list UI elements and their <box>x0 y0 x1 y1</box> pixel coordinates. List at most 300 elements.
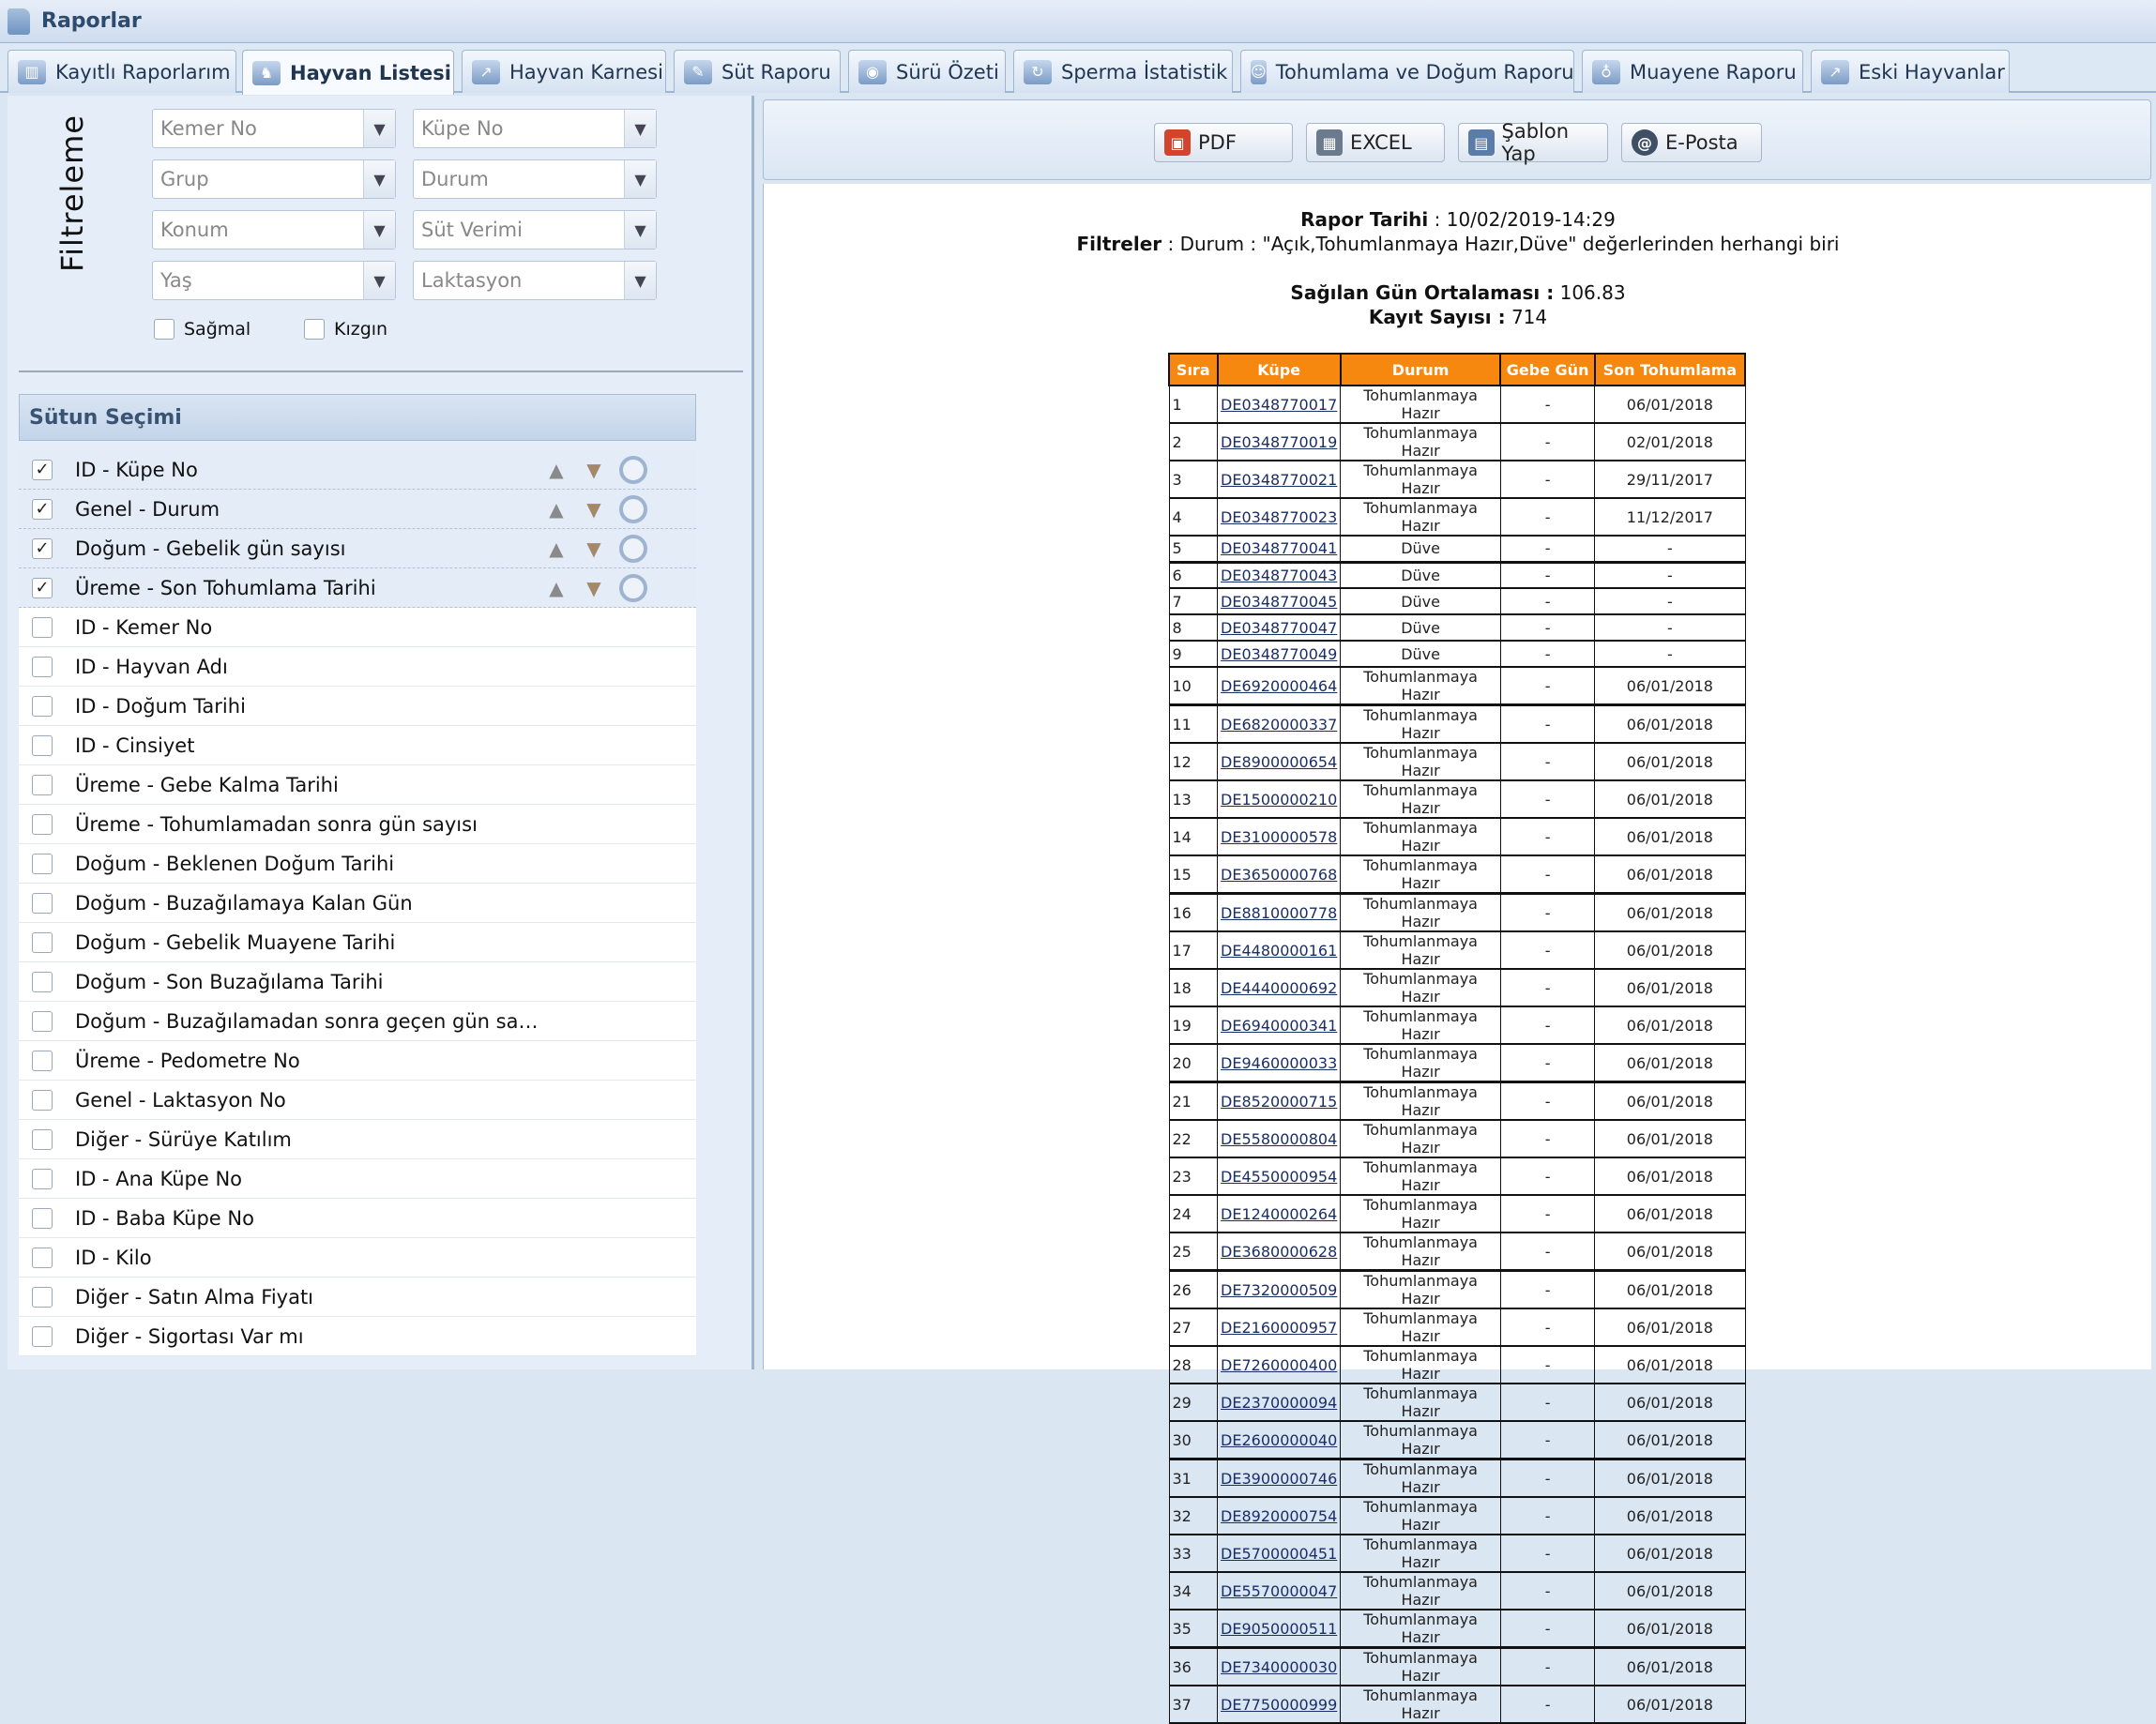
chevron-down-icon[interactable]: ▼ <box>624 110 656 147</box>
column-option[interactable] <box>19 450 696 490</box>
table-cell-ear-tag-link[interactable]: DE2160000957 <box>1218 1308 1341 1346</box>
column-option[interactable] <box>19 805 696 844</box>
table-cell-index: 13 <box>1169 780 1218 818</box>
column-option[interactable] <box>19 529 696 568</box>
table-cell-ear-tag-link[interactable]: DE0348770023 <box>1218 498 1341 536</box>
table-cell-status: Tohumlanmaya Hazır <box>1341 1195 1501 1233</box>
kupe-no-combo[interactable] <box>413 109 657 148</box>
table-cell-ear-tag-link[interactable]: DE0348770041 <box>1218 536 1341 562</box>
table-cell-status: Tohumlanmaya Hazır <box>1341 1120 1501 1157</box>
column-option-checkbox[interactable] <box>32 696 53 717</box>
column-option-checkbox[interactable] <box>32 1248 53 1268</box>
table-row <box>1169 614 1745 641</box>
table-cell-pregnancy-days: - <box>1500 386 1594 423</box>
column-option[interactable] <box>19 923 696 962</box>
table-cell-ear-tag-link[interactable]: DE8900000654 <box>1218 743 1341 780</box>
table-cell-index: 17 <box>1169 931 1218 969</box>
table-cell-last-insemination: 06/01/2018 <box>1595 1346 1745 1384</box>
table-header-row <box>1169 354 1745 386</box>
table-row <box>1169 1459 1745 1498</box>
cow-icon: ♞ <box>252 61 281 85</box>
column-selection-header <box>19 394 696 441</box>
table-cell-pregnancy-days: - <box>1500 1421 1594 1459</box>
column-option[interactable] <box>19 844 696 884</box>
table-cell-status: Tohumlanmaya Hazır <box>1341 1308 1501 1346</box>
column-option[interactable] <box>19 1278 696 1317</box>
table-header-cell: Küpe <box>1218 354 1341 386</box>
column-option-label: Doğum - Son Buzağılama Tarihi <box>75 970 384 993</box>
table-cell-ear-tag-link[interactable]: DE0348770017 <box>1218 386 1341 423</box>
column-option-checkbox[interactable] <box>32 1326 53 1347</box>
lactation-combo[interactable] <box>413 261 657 300</box>
table-cell-ear-tag-link[interactable]: DE8920000754 <box>1218 1497 1341 1535</box>
table-cell-pregnancy-days: - <box>1500 498 1594 536</box>
column-option-label: Üreme - Tohumlamadan sonra gün sayısı <box>75 812 478 836</box>
tab-bar <box>0 44 2156 93</box>
tab-insemination-birth-report[interactable] <box>1240 50 1574 93</box>
column-option-actions <box>544 535 647 563</box>
chevron-down-icon[interactable]: ▼ <box>624 262 656 299</box>
table-cell-index: 23 <box>1169 1157 1218 1195</box>
column-option-actions <box>544 456 647 484</box>
table-cell-last-insemination: 06/01/2018 <box>1595 386 1745 423</box>
table-cell-last-insemination: - <box>1595 536 1745 562</box>
column-option-checkbox[interactable] <box>32 1090 53 1111</box>
table-cell-pregnancy-days: - <box>1500 1195 1594 1233</box>
column-option-label: Doğum - Gebelik gün sayısı <box>75 537 346 560</box>
heat-checkbox[interactable] <box>304 319 325 340</box>
table-row <box>1169 818 1745 855</box>
column-option-label: ID - Kemer No <box>75 615 213 639</box>
move-down-icon[interactable]: ▼ <box>586 537 601 560</box>
table-cell-pregnancy-days: - <box>1500 1308 1594 1346</box>
milk-icon: ✎ <box>684 60 712 84</box>
table-cell-ear-tag-link[interactable]: DE8810000778 <box>1218 894 1341 932</box>
table-cell-ear-tag-link[interactable]: DE7260000400 <box>1218 1346 1341 1384</box>
tab-label: Hayvan Listesi <box>290 61 451 84</box>
report-date-label: Rapor Tarihi <box>1300 208 1429 231</box>
table-row <box>1169 498 1745 536</box>
table-cell-ear-tag-link[interactable]: DE4480000161 <box>1218 931 1341 969</box>
table-cell-status: Tohumlanmaya Hazır <box>1341 667 1501 705</box>
table-cell-ear-tag-link[interactable]: DE1240000264 <box>1218 1195 1341 1233</box>
report-average-label: Sağılan Gün Ortalaması : <box>1290 281 1555 304</box>
column-option-label: Diğer - Sürüye Katılım <box>75 1127 292 1151</box>
report-filters-line: Filtreler : Durum : "Açık,Tohumlanmaya Hazır,Düve" değerlerinden herhangi biri <box>1076 233 1840 255</box>
tab-old-animals[interactable] <box>1811 50 2010 93</box>
age-combo[interactable] <box>152 261 396 300</box>
table-cell-pregnancy-days: - <box>1500 1648 1594 1686</box>
table-cell-last-insemination: 06/01/2018 <box>1595 894 1745 932</box>
table-row <box>1169 1006 1745 1044</box>
table-row <box>1169 1384 1745 1421</box>
column-option[interactable] <box>19 608 696 647</box>
table-row <box>1169 969 1745 1006</box>
column-option-checkbox[interactable] <box>32 932 53 953</box>
tab-label: Hayvan Karnesi <box>509 60 663 83</box>
table-cell-status: Düve <box>1341 562 1501 588</box>
table-cell-ear-tag-link[interactable]: DE0348770045 <box>1218 588 1341 614</box>
table-cell-index: 19 <box>1169 1006 1218 1044</box>
column-option-checkbox[interactable] <box>32 1011 53 1032</box>
heat-checkbox-row[interactable] <box>304 319 387 340</box>
table-cell-status: Tohumlanmaya Hazır <box>1341 423 1501 461</box>
report-count-label: Kayıt Sayısı : <box>1368 306 1506 328</box>
button-label: EXCEL <box>1350 131 1412 154</box>
move-up-icon[interactable]: ▲ <box>549 576 564 599</box>
table-row <box>1169 1120 1745 1157</box>
table-row <box>1169 641 1745 667</box>
table-body <box>1169 386 1745 1723</box>
table-cell-ear-tag-link[interactable]: DE2600000040 <box>1218 1421 1341 1459</box>
column-option-label: Doğum - Buzağılamaya Kalan Gün <box>75 891 413 915</box>
tab-label: Sürü Özeti <box>896 60 999 83</box>
table-cell-ear-tag-link[interactable]: DE5570000047 <box>1218 1572 1341 1610</box>
combo-placeholder: Laktasyon <box>421 269 523 292</box>
tab-label: Tohumlama ve Doğum Raporu <box>1275 60 1574 83</box>
remove-column-icon[interactable] <box>619 495 647 523</box>
table-cell-last-insemination: 06/01/2018 <box>1595 818 1745 855</box>
table-cell-status: Tohumlanmaya Hazır <box>1341 1572 1501 1610</box>
column-option-checkbox[interactable] <box>32 1287 53 1308</box>
table-cell-ear-tag-link[interactable]: DE6940000341 <box>1218 1006 1341 1044</box>
table-cell-last-insemination: - <box>1595 588 1745 614</box>
table-cell-last-insemination: 06/01/2018 <box>1595 1384 1745 1421</box>
column-option-label: Genel - Durum <box>75 497 220 521</box>
chevron-down-icon[interactable]: ▼ <box>624 211 656 249</box>
remove-column-icon[interactable] <box>619 456 647 484</box>
move-up-icon[interactable]: ▲ <box>549 497 564 521</box>
table-cell-ear-tag-link[interactable]: DE5580000804 <box>1218 1120 1341 1157</box>
table-cell-index: 26 <box>1169 1271 1218 1309</box>
report-average-line <box>764 281 2152 304</box>
tab-herd-summary[interactable] <box>848 50 1006 93</box>
table-cell-index: 3 <box>1169 461 1218 498</box>
table-cell-ear-tag-link[interactable]: DE3900000746 <box>1218 1459 1341 1498</box>
column-option[interactable] <box>19 1120 696 1159</box>
eye-icon: ◉ <box>858 60 887 84</box>
column-option[interactable] <box>19 1002 696 1041</box>
excel-icon: ▦ <box>1316 129 1343 156</box>
table-row <box>1169 1308 1745 1346</box>
table-cell-pregnancy-days: - <box>1500 818 1594 855</box>
table-cell-last-insemination: - <box>1595 614 1745 641</box>
stethoscope-icon: ♁ <box>1592 60 1620 84</box>
table-cell-ear-tag-link[interactable]: DE3650000768 <box>1218 855 1341 894</box>
table-cell-status: Düve <box>1341 588 1501 614</box>
cycle-icon: ↻ <box>1024 60 1052 84</box>
table-cell-pregnancy-days: - <box>1500 894 1594 932</box>
column-option[interactable] <box>19 1159 696 1199</box>
chevron-down-icon[interactable]: ▼ <box>363 262 395 299</box>
column-option[interactable] <box>19 1041 696 1081</box>
table-cell-ear-tag-link[interactable]: DE0348770049 <box>1218 641 1341 667</box>
table-cell-status: Tohumlanmaya Hazır <box>1341 1648 1501 1686</box>
table-cell-status: Tohumlanmaya Hazır <box>1341 969 1501 1006</box>
table-cell-status: Tohumlanmaya Hazır <box>1341 1610 1501 1648</box>
table-row <box>1169 536 1745 562</box>
export-toolbar <box>763 99 2151 180</box>
column-option-checkbox[interactable] <box>32 657 53 677</box>
table-cell-index: 25 <box>1169 1233 1218 1271</box>
status-combo[interactable] <box>413 159 657 199</box>
table-cell-last-insemination: 06/01/2018 <box>1595 969 1745 1006</box>
table-row <box>1169 931 1745 969</box>
column-option[interactable] <box>19 765 696 805</box>
column-option[interactable] <box>19 647 696 687</box>
move-down-icon[interactable]: ▼ <box>586 497 601 521</box>
floppy-disk-icon: ▤ <box>1468 129 1495 156</box>
report-filters-label: Filtreler <box>1076 233 1162 255</box>
column-option-checkbox[interactable]: ✓ <box>32 460 53 480</box>
table-cell-ear-tag-link[interactable]: DE7320000509 <box>1218 1271 1341 1309</box>
column-selection-title: Sütun Seçimi <box>29 405 182 430</box>
table-cell-pregnancy-days: - <box>1500 969 1594 1006</box>
milking-checkbox-row[interactable] <box>154 319 251 340</box>
tab-examination-report[interactable] <box>1582 50 1803 93</box>
chart-icon: ↗ <box>1821 60 1849 84</box>
table-cell-ear-tag-link[interactable]: DE3680000628 <box>1218 1233 1341 1271</box>
tab-label: Muayene Raporu <box>1630 60 1797 83</box>
table-cell-pregnancy-days: - <box>1500 1120 1594 1157</box>
table-cell-ear-tag-link[interactable]: DE0348770021 <box>1218 461 1341 498</box>
column-option[interactable] <box>19 1199 696 1238</box>
combo-placeholder: Yaş <box>160 269 192 292</box>
table-cell-index: 22 <box>1169 1120 1218 1157</box>
column-option-checkbox[interactable] <box>32 1129 53 1150</box>
table-row <box>1169 1648 1745 1686</box>
milk-yield-combo[interactable] <box>413 210 657 250</box>
move-up-icon[interactable]: ▲ <box>549 458 564 481</box>
table-cell-last-insemination: 06/01/2018 <box>1595 1686 1745 1723</box>
at-sign-icon: @ <box>1632 129 1658 156</box>
bookshelf-icon: ▥ <box>18 60 46 84</box>
table-row <box>1169 780 1745 818</box>
table-cell-index: 37 <box>1169 1686 1218 1723</box>
table-row <box>1169 1535 1745 1572</box>
table-cell-index: 12 <box>1169 743 1218 780</box>
table-cell-pregnancy-days: - <box>1500 931 1594 969</box>
table-cell-last-insemination: 06/01/2018 <box>1595 1308 1745 1346</box>
table-cell-pregnancy-days: - <box>1500 1157 1594 1195</box>
table-cell-ear-tag-link[interactable]: DE6920000464 <box>1218 667 1341 705</box>
remove-column-icon[interactable] <box>619 535 647 563</box>
column-option-label: ID - Hayvan Adı <box>75 655 228 678</box>
table-cell-pregnancy-days: - <box>1500 1535 1594 1572</box>
column-option-checkbox[interactable] <box>32 617 53 638</box>
table-row <box>1169 1082 1745 1121</box>
tab-animal-list[interactable] <box>242 50 454 95</box>
table-cell-last-insemination: 06/01/2018 <box>1595 1195 1745 1233</box>
move-up-icon[interactable]: ▲ <box>549 537 564 560</box>
kemer-no-combo[interactable] <box>152 109 396 148</box>
table-cell-index: 18 <box>1169 969 1218 1006</box>
table-cell-ear-tag-link[interactable]: DE3100000578 <box>1218 818 1341 855</box>
table-row <box>1169 855 1745 894</box>
table-cell-pregnancy-days: - <box>1500 423 1594 461</box>
divider <box>19 371 743 372</box>
table-cell-index: 21 <box>1169 1082 1218 1121</box>
report-date-value: 10/02/2019-14:29 <box>1446 208 1616 231</box>
column-option-checkbox[interactable] <box>32 735 53 756</box>
table-row <box>1169 1497 1745 1535</box>
table-cell-ear-tag-link[interactable]: DE7340000030 <box>1218 1648 1341 1686</box>
table-cell-pregnancy-days: - <box>1500 780 1594 818</box>
milking-checkbox[interactable] <box>154 319 175 340</box>
column-option-label: Üreme - Gebe Kalma Tarihi <box>75 773 339 796</box>
column-option[interactable] <box>19 884 696 923</box>
remove-column-icon[interactable] <box>619 574 647 602</box>
column-option[interactable] <box>19 726 696 765</box>
save-template-button[interactable] <box>1458 120 1608 165</box>
column-option-label: Üreme - Pedometre No <box>75 1049 300 1072</box>
table-cell-ear-tag-link[interactable]: DE9460000033 <box>1218 1044 1341 1082</box>
table-cell-status: Tohumlanmaya Hazır <box>1341 1346 1501 1384</box>
column-option[interactable] <box>19 1317 696 1356</box>
table-cell-status: Tohumlanmaya Hazır <box>1341 461 1501 498</box>
excel-button[interactable] <box>1306 123 1445 162</box>
column-option-checkbox[interactable]: ✓ <box>32 578 53 598</box>
filter-panel <box>8 96 754 1369</box>
table-cell-ear-tag-link[interactable]: DE0348770047 <box>1218 614 1341 641</box>
column-option-label: Doğum - Beklenen Doğum Tarihi <box>75 852 395 875</box>
column-option-checkbox[interactable] <box>32 972 53 992</box>
table-cell-ear-tag-link[interactable]: DE5700000451 <box>1218 1535 1341 1572</box>
table-cell-ear-tag-link[interactable]: DE6820000337 <box>1218 705 1341 744</box>
move-down-icon[interactable]: ▼ <box>586 576 601 599</box>
tab-animal-card[interactable] <box>462 50 666 93</box>
table-cell-last-insemination: 29/11/2017 <box>1595 461 1745 498</box>
column-option[interactable] <box>19 1081 696 1120</box>
table-cell-ear-tag-link[interactable]: DE9050000511 <box>1218 1610 1341 1648</box>
column-option-label: Üreme - Son Tohumlama Tarihi <box>75 576 376 599</box>
table-cell-index: 29 <box>1169 1384 1218 1421</box>
table-cell-pregnancy-days: - <box>1500 1082 1594 1121</box>
move-down-icon[interactable]: ▼ <box>586 458 601 481</box>
table-cell-pregnancy-days: - <box>1500 1271 1594 1309</box>
column-option-label: Diğer - Satın Alma Fiyatı <box>75 1285 314 1308</box>
table-cell-last-insemination: 06/01/2018 <box>1595 855 1745 894</box>
table-row <box>1169 461 1745 498</box>
table-cell-ear-tag-link[interactable]: DE4440000692 <box>1218 969 1341 1006</box>
column-option[interactable] <box>19 568 696 608</box>
table-cell-ear-tag-link[interactable]: DE1500000210 <box>1218 780 1341 818</box>
table-cell-pregnancy-days: - <box>1500 536 1594 562</box>
column-option-label: ID - Cinsiyet <box>75 733 195 757</box>
chevron-down-icon[interactable]: ▼ <box>624 160 656 198</box>
table-cell-ear-tag-link[interactable]: DE2370000094 <box>1218 1384 1341 1421</box>
report-table <box>1168 353 1746 1724</box>
table-cell-last-insemination: 06/01/2018 <box>1595 1648 1745 1686</box>
tab-label: Eski Hayvanlar <box>1859 60 2005 83</box>
column-option-checkbox[interactable] <box>32 893 53 914</box>
column-option-checkbox[interactable] <box>32 775 53 795</box>
report-count-line <box>764 306 2152 328</box>
column-option-checkbox[interactable] <box>32 1169 53 1189</box>
table-cell-index: 2 <box>1169 423 1218 461</box>
column-option-checkbox[interactable] <box>32 814 53 835</box>
combo-placeholder: Süt Verimi <box>421 219 523 241</box>
chevron-down-icon[interactable]: ▼ <box>363 160 395 198</box>
column-option[interactable] <box>19 687 696 726</box>
table-row <box>1169 743 1745 780</box>
table-cell-ear-tag-link[interactable]: DE0348770019 <box>1218 423 1341 461</box>
email-button[interactable] <box>1621 123 1762 162</box>
table-cell-status: Tohumlanmaya Hazır <box>1341 1497 1501 1535</box>
column-option-checkbox[interactable] <box>32 854 53 874</box>
table-row <box>1169 1195 1745 1233</box>
table-cell-status: Tohumlanmaya Hazır <box>1341 894 1501 932</box>
column-option-actions <box>544 574 647 602</box>
column-option-label: ID - Doğum Tarihi <box>75 694 246 718</box>
table-cell-status: Düve <box>1341 614 1501 641</box>
table-cell-index: 36 <box>1169 1648 1218 1686</box>
table-cell-last-insemination: 06/01/2018 <box>1595 1497 1745 1535</box>
table-cell-status: Tohumlanmaya Hazır <box>1341 1459 1501 1498</box>
table-cell-last-insemination: 06/01/2018 <box>1595 1271 1745 1309</box>
table-cell-last-insemination: 06/01/2018 <box>1595 743 1745 780</box>
tab-sperm-statistics[interactable] <box>1013 50 1233 93</box>
table-cell-last-insemination: 06/01/2018 <box>1595 1233 1745 1271</box>
report-average-value: 106.83 <box>1559 281 1626 304</box>
table-cell-index: 11 <box>1169 705 1218 744</box>
table-cell-status: Tohumlanmaya Hazır <box>1341 1535 1501 1572</box>
table-row <box>1169 1044 1745 1082</box>
table-cell-index: 4 <box>1169 498 1218 536</box>
column-option-checkbox[interactable]: ✓ <box>32 538 53 559</box>
table-cell-pregnancy-days: - <box>1500 705 1594 744</box>
combo-placeholder: Kemer No <box>160 117 257 140</box>
tab-saved-reports[interactable] <box>8 50 236 93</box>
table-cell-ear-tag-link[interactable]: DE4550000954 <box>1218 1157 1341 1195</box>
table-cell-status: Tohumlanmaya Hazır <box>1341 386 1501 423</box>
pdf-button[interactable] <box>1154 123 1293 162</box>
table-cell-index: 1 <box>1169 386 1218 423</box>
table-cell-index: 20 <box>1169 1044 1218 1082</box>
table-cell-status: Düve <box>1341 641 1501 667</box>
column-option[interactable] <box>19 962 696 1002</box>
table-cell-last-insemination: 06/01/2018 <box>1595 1459 1745 1498</box>
column-option-label: ID - Kilo <box>75 1246 152 1269</box>
column-option-label: Diğer - Sigortası Var mı <box>75 1324 304 1348</box>
table-cell-last-insemination: 06/01/2018 <box>1595 780 1745 818</box>
table-cell-ear-tag-link[interactable]: DE8520000715 <box>1218 1082 1341 1121</box>
table-row <box>1169 562 1745 588</box>
column-option[interactable] <box>19 1238 696 1278</box>
column-option[interactable] <box>19 490 696 529</box>
location-combo[interactable] <box>152 210 396 250</box>
chevron-down-icon[interactable]: ▼ <box>363 211 395 249</box>
table-cell-pregnancy-days: - <box>1500 588 1594 614</box>
column-option-checkbox[interactable]: ✓ <box>32 499 53 520</box>
column-option-checkbox[interactable] <box>32 1051 53 1071</box>
tab-label: Kayıtlı Raporlarım <box>55 60 231 83</box>
table-cell-last-insemination: - <box>1595 641 1745 667</box>
table-cell-index: 35 <box>1169 1610 1218 1648</box>
table-cell-ear-tag-link[interactable]: DE7750000999 <box>1218 1686 1341 1723</box>
table-cell-ear-tag-link[interactable]: DE0348770043 <box>1218 562 1341 588</box>
table-cell-pregnancy-days: - <box>1500 743 1594 780</box>
column-option-checkbox[interactable] <box>32 1208 53 1229</box>
table-cell-pregnancy-days: - <box>1500 1686 1594 1723</box>
group-combo[interactable] <box>152 159 396 199</box>
table-cell-status: Tohumlanmaya Hazır <box>1341 1421 1501 1459</box>
table-cell-status: Tohumlanmaya Hazır <box>1341 1271 1501 1309</box>
chevron-down-icon[interactable]: ▼ <box>363 110 395 147</box>
tab-milk-report[interactable] <box>674 50 841 93</box>
table-cell-index: 28 <box>1169 1346 1218 1384</box>
table-cell-status: Tohumlanmaya Hazır <box>1341 1044 1501 1082</box>
